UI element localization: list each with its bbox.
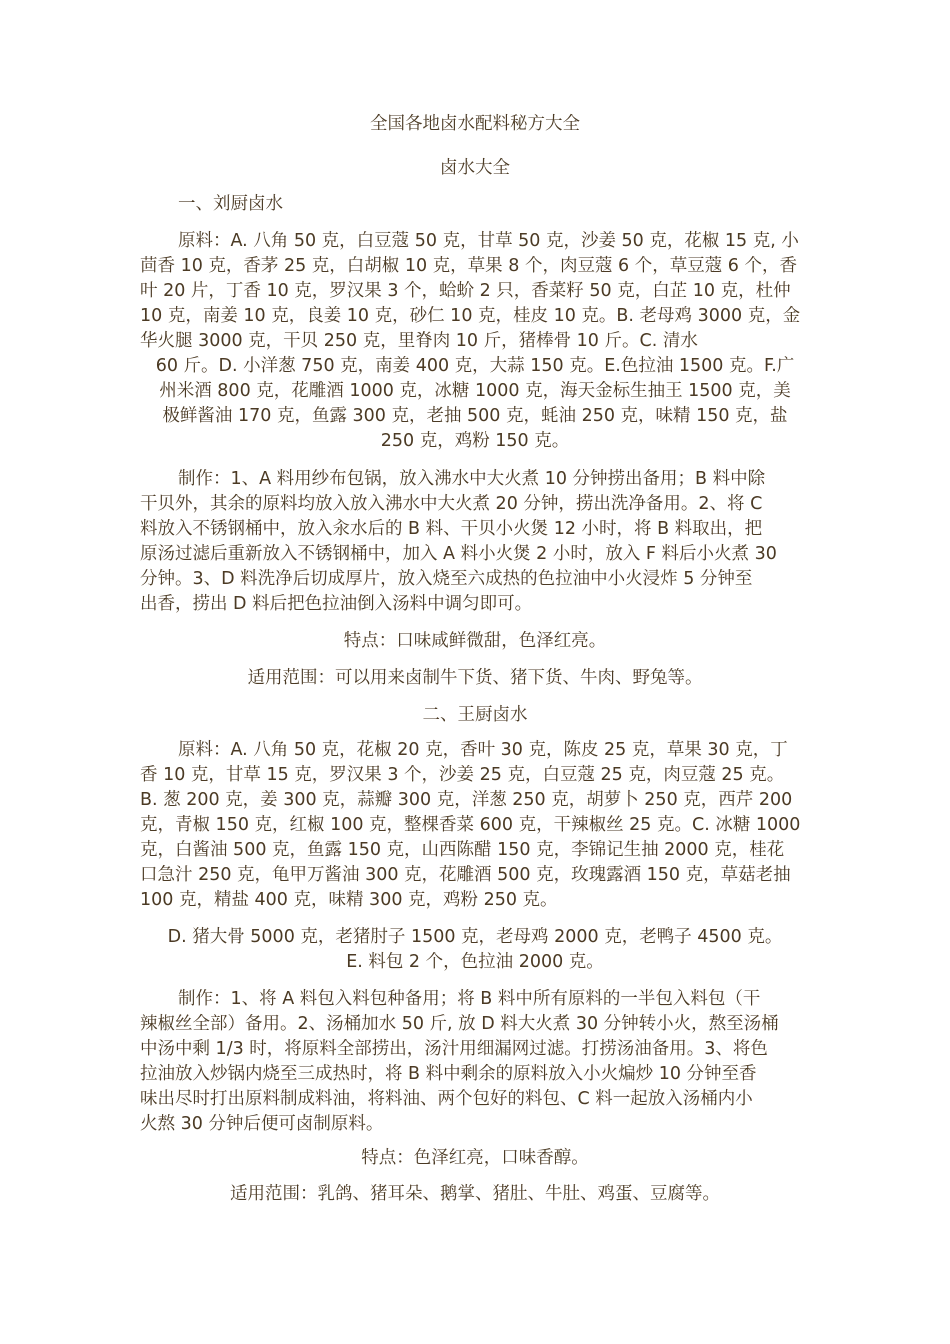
section-heading-liu: 一、刘厨卤水 [178,194,283,214]
paragraph-line: 制作：1、将 A 料包入料包种备用；将 B 料中所有原料的一半包入料包（干 [178,989,761,1009]
paragraph-line: 克，白酱油 500 克，鱼露 150 克，山西陈醋 150 克，李锦记生抽 2000 克，桂花 [140,840,785,860]
paragraph-line: 料放入不锈钢桶中，放入汆水后的 B 料、干贝小火煲 12 小时，将 B 料取出，把 [140,519,763,539]
paragraph-line: 极鲜酱油 170 克，鱼露 300 克，老抽 500 克，蚝油 250 克，味精 150 克，盐 [162,406,788,426]
paragraph-line: 口急汁 250 克，龟甲万酱油 300 克，花雕酒 500 克，玫瑰露酒 150 克，草菇老抽 [140,865,791,885]
paragraph-line: 味出尽时打出原料制成料油，将料油、两个包好的料包、C 料一起放入汤桶内小 [140,1089,753,1109]
paragraph-line: 原料：A. 八角 50 克，白豆蔻 50 克，甘草 50 克，沙姜 50 克，花椒 15 克, 小 [178,231,799,251]
paragraph-line: 出香，捞出 D 料后把色拉油倒入汤料中调匀即可。 [140,594,533,614]
paragraph-line: 250 克，鸡粉 150 克。 [380,431,570,451]
paragraph-line: 叶 20 片，丁香 10 克，罗汉果 3 个，蛤蚧 2 只，香菜籽 50 克，白芷 10 克，杜仲 [140,281,791,301]
paragraph-line: 制作：1、A 料用纱布包锅，放入沸水中大火煮 10 分钟捞出备用；B 料中除 [178,469,766,489]
feature-line: 特点：色泽红亮，口味香醇。 [361,1148,589,1168]
paragraph-line: 火熬 30 分钟后便可卤制原料。 [140,1114,384,1134]
paragraph-line: 克，青椒 150 克，红椒 100 克，整棵香菜 600 克，干辣椒丝 25 克。C. 冰糖 1000 [140,815,801,835]
paragraph-line: 辣椒丝全部）备用。2、汤桶加水 50 斤, 放 D 料大火煮 30 分钟转小火，熬至汤桶 [140,1014,779,1034]
paragraph-line: 中汤中剩 1/3 时，将原料全部捞出，汤汁用细漏网过滤。打捞汤油备用。3、将色 [140,1039,768,1059]
scope-line: 适用范围：乳鸽、猪耳朵、鹅掌、猪肚、牛肚、鸡蛋、豆腐等。 [230,1184,720,1204]
paragraph-line: E. 料包 2 个，色拉油 2000 克。 [346,952,604,972]
document-subtitle: 卤水大全 [440,158,510,178]
paragraph-line: 原料：A. 八角 50 克，花椒 20 克，香叶 30 克，陈皮 25 克，草果 30 克，丁 [178,740,788,760]
section-heading-wang: 二、王厨卤水 [422,705,528,725]
paragraph-line: 华火腿 3000 克，干贝 250 克，里脊肉 10 斤，猪棒骨 10 斤。C. 清水 [140,331,698,351]
paragraph-line: 10 克，南姜 10 克，良姜 10 克，砂仁 10 克，桂皮 10 克。B. 老母鸡 3000 克，金 [140,306,801,326]
paragraph-line: 拉油放入炒锅内烧至三成热时，将 B 料中剩余的原料放入小火煸炒 10 分钟至香 [140,1064,757,1084]
paragraph-line: 分钟。3、D 料洗净后切成厚片，放入烧至六成热的色拉油中小火浸炸 5 分钟至 [140,569,753,589]
paragraph-line: 原汤过滤后重新放入不锈钢桶中，加入 A 料小火煲 2 小时，放入 F 料后小火煮 30 [140,544,777,564]
paragraph-line: 香 10 克，甘草 15 克，罗汉果 3 个，沙姜 25 克，白豆蔻 25 克，肉豆蔻 25 克。 [140,765,785,785]
paragraph-line: 茴香 10 克，香茅 25 克，白胡椒 10 克，草果 8 个，肉豆蔻 6 个，草豆蔻 6 个，香 [140,256,797,276]
document-title: 全国各地卤水配料秘方大全 [370,114,580,134]
feature-line: 特点：口味咸鲜微甜，色泽红亮。 [343,631,607,651]
paragraph-line: 干贝外，其余的原料均放入放入沸水中大火煮 20 分钟，捞出洗净备用。2、将 C [140,494,763,514]
paragraph-line: 州米酒 800 克，花雕酒 1000 克，冰糖 1000 克，海天金标生抽王 1500 克，美 [159,381,791,401]
paragraph-line: 100 克，精盐 400 克，味精 300 克，鸡粉 250 克。 [140,890,558,910]
paragraph-line: D. 猪大骨 5000 克，老猪肘子 1500 克，老母鸡 2000 克，老鸭子 4500 克。 [167,927,783,947]
scope-line: 适用范围：可以用来卤制牛下货、猪下货、牛肉、野兔等。 [247,668,703,688]
paragraph-line: 60 斤。D. 小洋葱 750 克，南姜 400 克，大蒜 150 克。E.色拉油 1500 克。F.广 [155,356,795,376]
paragraph-line: B. 葱 200 克，姜 300 克，蒜瓣 300 克，洋葱 250 克，胡萝卜 250 克，西芹 200 [140,790,793,810]
